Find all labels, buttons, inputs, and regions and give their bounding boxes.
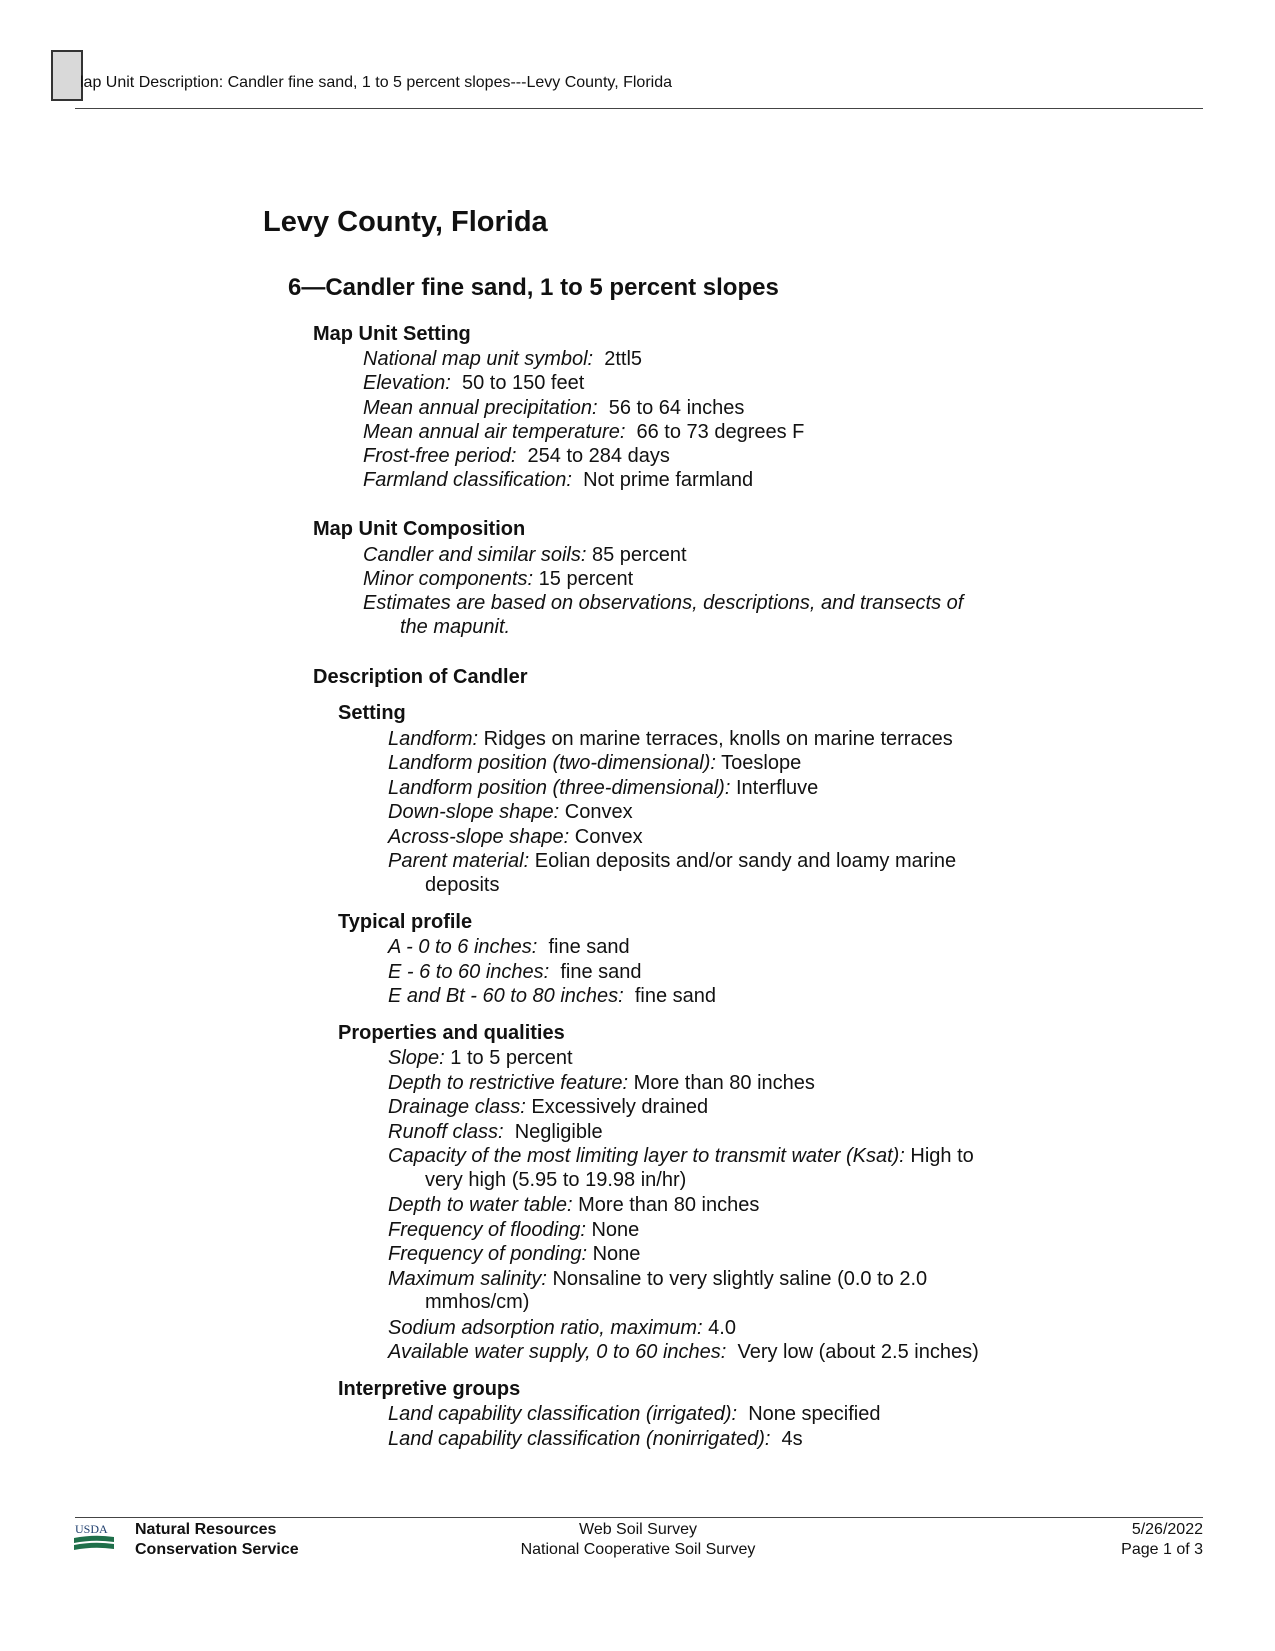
profile-row: E and Bt - 60 to 80 inches: fine sand [388, 985, 716, 1007]
header-placeholder-box [51, 50, 83, 101]
properties-subheading: Properties and qualities [338, 1022, 565, 1044]
footer-agency: Natural Resources Conservation Service [135, 1521, 299, 1558]
usda-logo-icon [74, 1522, 114, 1552]
map-unit-composition-heading: Map Unit Composition [313, 518, 526, 540]
interpretive-subheading: Interpretive groups [338, 1378, 521, 1400]
setting-row: Farmland classification: Not prime farmland [363, 469, 754, 491]
water-table-row: Depth to water table: More than 80 inches [388, 1194, 760, 1216]
sodium-row: Sodium adsorption ratio, maximum: 4.0 [388, 1317, 736, 1339]
ksat-cont: very high (5.95 to 19.98 in/hr) [425, 1169, 687, 1191]
ksat-row: Capacity of the most limiting layer to transmit water (Ksat): High to [388, 1145, 974, 1167]
flooding-row: Frequency of flooding: None [388, 1219, 640, 1241]
footer-rule [75, 1517, 1203, 1518]
svg-text:USDA: USDA [75, 1522, 108, 1536]
description-heading: Description of Candler [313, 666, 528, 688]
setting-row: Mean annual precipitation: 56 to 64 inches [363, 397, 745, 419]
setting-row: National map unit symbol: 2ttl5 [363, 348, 643, 370]
water-supply-row: Available water supply, 0 to 60 inches: Very low (about 2.5 inches) [388, 1341, 979, 1363]
landform-3d-row: Landform position (three-dimensional): Interfluve [388, 777, 819, 799]
setting-row: Elevation: 50 to 150 feet [363, 372, 585, 394]
across-slope-row: Across-slope shape: Convex [388, 826, 643, 848]
setting-row: Mean annual air temperature: 66 to 73 degrees F [363, 421, 805, 443]
salinity-cont: mmhos/cm) [425, 1291, 530, 1313]
capability-nonirrigated-row: Land capability classification (nonirrigated): 4s [388, 1428, 803, 1450]
restrictive-depth-row: Depth to restrictive feature: More than 80 inches [388, 1072, 815, 1094]
typical-profile-subheading: Typical profile [338, 911, 473, 933]
setting-subheading: Setting [338, 702, 406, 724]
down-slope-row: Down-slope shape: Convex [388, 801, 633, 823]
county-title: Levy County, Florida [263, 206, 548, 238]
landform-2d-row: Landform position (two-dimensional): Toeslope [388, 752, 802, 774]
composition-note: Estimates are based on observations, descriptions, and transects of [363, 592, 964, 614]
landform-row: Landform: Ridges on marine terraces, knolls on marine terraces [388, 728, 953, 750]
composition-note-cont: the mapunit. [400, 616, 511, 638]
profile-row: E - 6 to 60 inches: fine sand [388, 961, 642, 983]
footer-right [1121, 1520, 1203, 1560]
setting-row: Frost-free period: 254 to 284 days [363, 445, 670, 467]
salinity-row: Maximum salinity: Nonsaline to very slightly saline (0.0 to 2.0 [388, 1268, 928, 1290]
composition-row: Candler and similar soils: 85 percent [363, 544, 687, 566]
footer-date: 5/26/2022 [1131, 1521, 1203, 1538]
slope-row: Slope: 1 to 5 percent [388, 1047, 573, 1069]
composition-row: Minor components: 15 percent [363, 568, 634, 590]
running-header: lap Unit Description: Candler fine sand, 1 to 5 percent slopes---Levy County, Florida [80, 74, 672, 91]
runoff-row: Runoff class: Negligible [388, 1121, 603, 1143]
header-rule [75, 108, 1203, 109]
map-unit-setting-heading: Map Unit Setting [313, 323, 471, 345]
footer-page-number: Page 1 of 3 [1121, 1541, 1203, 1558]
drainage-row: Drainage class: Excessively drained [388, 1096, 709, 1118]
capability-irrigated-row: Land capability classification (irrigated): None specified [388, 1403, 881, 1425]
map-unit-title: 6—Candler fine sand, 1 to 5 percent slopes [288, 274, 779, 301]
ponding-row: Frequency of ponding: None [388, 1243, 641, 1265]
footer-center: Web Soil Survey National Cooperative Soil Survey [520, 1521, 756, 1558]
parent-material-row: Parent material: Eolian deposits and/or sandy and loamy marine [388, 850, 957, 872]
parent-material-cont: deposits [425, 874, 500, 896]
profile-row: A - 0 to 6 inches: fine sand [388, 936, 630, 958]
